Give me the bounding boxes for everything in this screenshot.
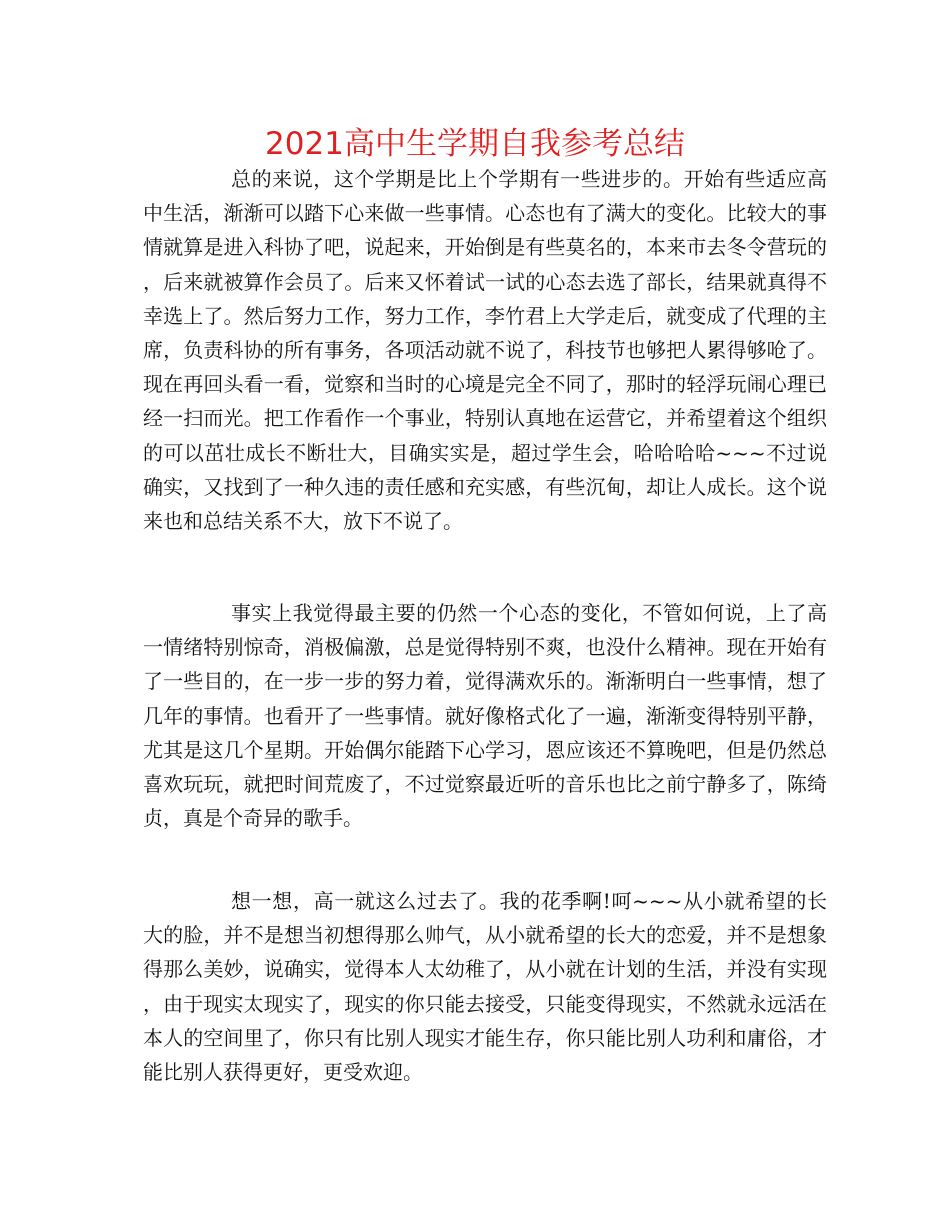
paragraph-2-block bbox=[143, 596, 827, 835]
paragraph-1-block bbox=[143, 162, 827, 538]
paragraph: 想一想，高一就这么过去了。我的花季啊!呵~~~从小就希望的长大的脸，并不是想当初想得那么帅气，从小就希望的长大的恋爱，并不是想象得那么美妙，说确实，觉得本人太幼稚了，从小就在计划的生活，并没有实现，由于现实太现实了，现实的你只能去接受，只能变得现实，不然就永远活在本人的空间里了，你只有比别人现实才能生存，你只能比别人功利和庸俗，才能比别人获得更好，更受欢迎。 bbox=[143, 889, 827, 1085]
paragraph: 总的来说，这个学期是比上个学期有一些进步的。开始有些适应高中生活，渐渐可以踏下心来做一些事情。心态也有了满大的变化。比较大的事情就算是进入科协了吧，说起来，开始倒是有些莫名的，本来市去冬令营玩的，后来就被算作会员了。后来又怀着试一试的心态去选了部长，结果就真得不幸选上了。然后努力工作，努力工作，李竹君上大学走后，就变成了代理的主席，负责科协的所有事务，各项活动就不说了，科技节也够把人累得够呛了。现在再回头看一看，觉察和当时的心境是完全不同了，那时的轻浮玩闹心理已经一扫而光。把工作看作一个事业，特别认真地在运营它，并希望着这个组织的可以茁壮成长不断壮大，目确实实是，超过学生会，哈哈哈哈~~~不过说确实，又找到了一种久违的责任感和充实感，有些沉甸，却让人成长。这个说来也和总结关系不大，放下不说了。 bbox=[143, 167, 827, 534]
paragraph: 事实上我觉得最主要的仍然一个心态的变化，不管如何说，上了高一情绪特别惊奇，消极偏激，总是觉得特别不爽，也没什么精神。现在开始有了一些目的，在一步一步的努力着，觉得满欢乐的。渐渐明白一些事情，想了几年的事情。也看开了一些事情。就好像格式化了一遍，渐渐变得特别平静，尤其是这几个星期。开始偶尔能踏下心学习，恩应该还不算晚吧，但是仍然总喜欢玩玩，就把时间荒废了，不过觉察最近听的音乐也比之前宁静多了，陈绮贞，真是个奇异的歌手。 bbox=[143, 601, 827, 831]
paragraph-3-block bbox=[143, 884, 827, 1089]
document-title: 2021高中生学期自我参考总结 bbox=[265, 126, 685, 162]
